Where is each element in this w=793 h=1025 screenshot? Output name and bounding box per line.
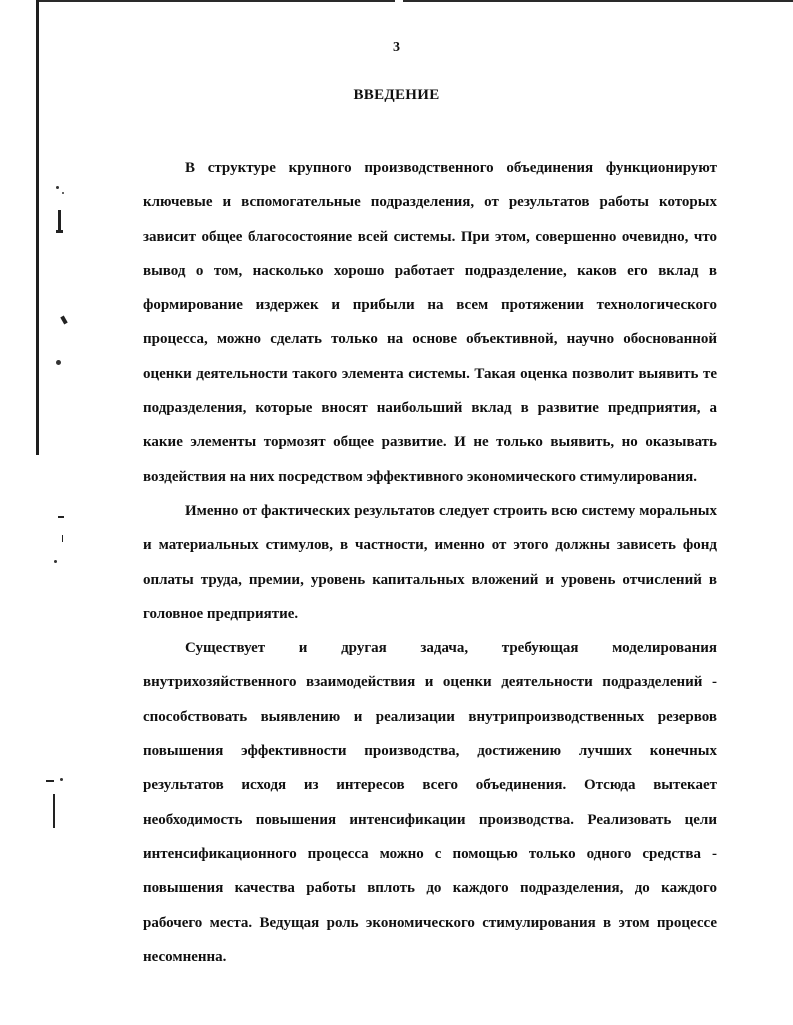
scan-edge-left — [36, 0, 39, 455]
page-number: 3 — [393, 40, 400, 55]
paragraph-3: Существует и другая задача, требующая моделирования внутрихозяйственного взаимодействия и оценки деятельности подразделений - способствовать выявлению и реализации внутрипроизводственных резервов повышения эффективности производства, достижению лучших конечных результатов исходя из интересов всего объединения. Отсюда вытекает необходимость повышения интенсификации производства. Реализовать цели интенсификационного процесса можно с помощью только одного средства - повышения качества работы вплоть до каждого подразделения, до каждого рабочего места. Ведущая роль экономического стимулирования в этом процессе несомненна. — [143, 640, 717, 965]
scan-edge-top — [38, 0, 793, 2]
paragraph-2: Именно от фактических результатов следует строить всю систему моральных и материальных стимулов, в частности, именно от этого должны зависеть фонд оплаты труда, премии, уровень капитальных вложений и уровень отчислений в головное предприятие. — [143, 502, 717, 622]
page-heading: ВВЕДЕНИЕ — [353, 87, 440, 103]
paragraph-1: В структуре крупного производственного объединения функционируют ключевые и вспомогательные подразделения, от результатов работы которых зависит общее благосостояние всей системы. При этом, совершенно очевидно, что вывод о том, насколько хорошо работает подразделение, каков его вклад в формирование издержек и прибыли на всем протяжении технологического процесса, можно сделать только на основе объективной, научно обоснованной оценки деятельности такого элемента системы. Такая оценка позволит выявить те подразделения, которые вносят наибольший вклад в развитие предприятия, а какие элементы тормозят общее развитие. И не только выявить, но оказывать воздействия на них посредством эффективного экономического стимулирования. — [143, 160, 717, 485]
scan-edge-gap — [395, 0, 403, 3]
body-text — [143, 151, 717, 974]
